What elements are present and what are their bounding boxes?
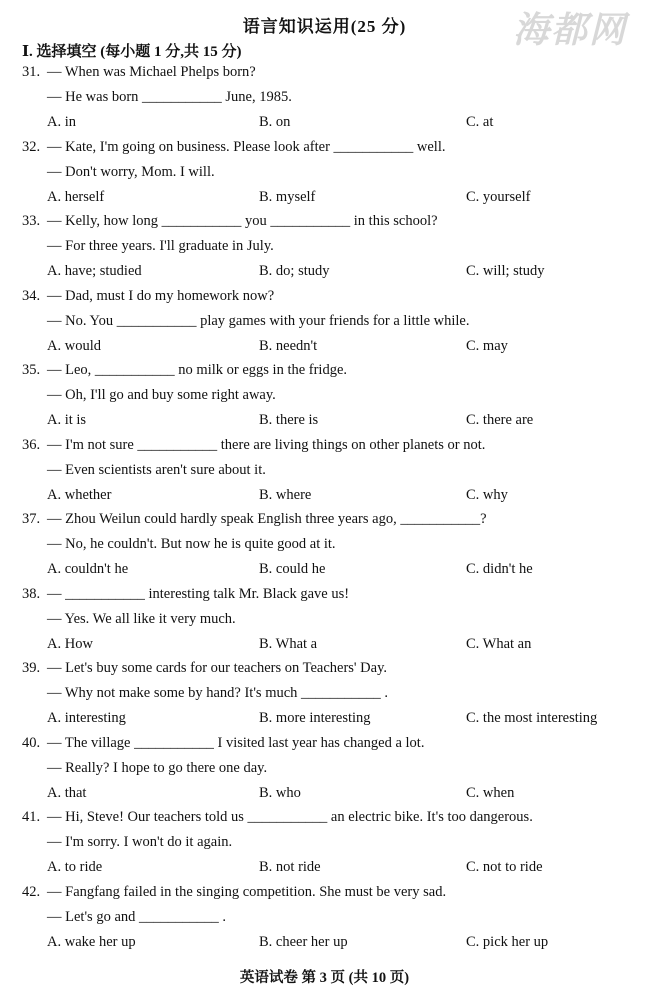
- watermark-logo: 海都网: [512, 9, 627, 51]
- question-32: [0, 139, 649, 214]
- option-b: B. do; study: [259, 263, 330, 279]
- question-39: [0, 660, 649, 735]
- question-response: — Even scientists aren't sure about it.: [47, 461, 266, 478]
- question-response: — Yes. We all like it very much.: [47, 610, 236, 627]
- option-b: B. more interesting: [259, 710, 371, 726]
- option-b: B. who: [259, 784, 301, 801]
- option-c: C. there are: [466, 412, 534, 428]
- option-a: A. How: [47, 635, 93, 652]
- option-a: A. in: [47, 114, 76, 130]
- question-38: [0, 586, 649, 661]
- option-a: A. whether: [47, 486, 112, 503]
- option-b: B. there is: [259, 412, 319, 428]
- section-title: Ⅰ. 选择填空 (每小题 1 分,共 15 分): [22, 44, 242, 60]
- option-b: B. needn't: [259, 337, 318, 354]
- option-b: B. where: [259, 486, 312, 503]
- question-42: [0, 884, 649, 959]
- question-number: 40.: [22, 734, 41, 751]
- question-prompt: — I'm not sure ___________ there are living things on other planets or not.: [47, 436, 486, 453]
- option-c: C. may: [466, 337, 508, 354]
- option-b: B. cheer her up: [259, 933, 348, 950]
- option-c: C. not to ride: [466, 859, 543, 875]
- question-list: [0, 64, 649, 958]
- question-number: 33.: [22, 213, 41, 229]
- question-response: — For three years. I'll graduate in July.: [47, 238, 274, 254]
- question-prompt: — Fangfang failed in the singing competition. She must be very sad.: [47, 883, 447, 900]
- option-c: C. yourself: [466, 188, 531, 205]
- question-number: 41.: [22, 809, 41, 825]
- option-b: B. myself: [259, 188, 316, 205]
- question-prompt: — Zhou Weilun could hardly speak English three years ago, ___________?: [47, 511, 487, 527]
- question-response: — Let's go and ___________ .: [47, 908, 227, 925]
- option-c: C. when: [466, 784, 515, 801]
- question-number: 34.: [22, 287, 41, 304]
- option-a: A. to ride: [47, 859, 103, 875]
- question-31: [0, 64, 649, 139]
- question-number: 35.: [22, 362, 41, 378]
- question-response: — No, he couldn't. But now he is quite good at it.: [47, 536, 336, 552]
- option-a: A. couldn't he: [47, 561, 129, 577]
- question-prompt: — Kelly, how long ___________ you ___________ in this school?: [47, 213, 438, 229]
- question-prompt: — When was Michael Phelps born?: [47, 64, 256, 80]
- option-a: A. would: [47, 337, 101, 354]
- question-response: — Don't worry, Mom. I will.: [47, 163, 215, 180]
- question-34: [0, 288, 649, 363]
- option-a: A. herself: [47, 188, 105, 205]
- question-40: [0, 735, 649, 810]
- question-response: — He was born ___________ June, 1985.: [47, 89, 292, 105]
- option-c: C. What an: [466, 635, 532, 652]
- question-36: [0, 437, 649, 512]
- question-number: 39.: [22, 660, 41, 676]
- option-c: C. at: [466, 114, 494, 130]
- option-b: B. on: [259, 114, 291, 130]
- question-response: — No. You ___________ play games with your friends for a little while.: [47, 312, 470, 329]
- question-prompt: — The village ___________ I visited last year has changed a lot.: [47, 734, 425, 751]
- option-a: A. wake her up: [47, 933, 136, 950]
- option-c: C. why: [466, 486, 508, 503]
- question-41: [0, 809, 649, 884]
- question-response: — Why not make some by hand? It's much ___________ .: [47, 685, 389, 701]
- question-number: 37.: [22, 511, 41, 527]
- option-c: C. didn't he: [466, 561, 533, 577]
- option-c: C. the most interesting: [466, 710, 598, 726]
- option-a: A. that: [47, 784, 87, 801]
- question-prompt: — Let's buy some cards for our teachers on Teachers' Day.: [47, 660, 388, 676]
- question-33: [0, 213, 649, 288]
- option-b: B. not ride: [259, 859, 321, 875]
- question-response: — I'm sorry. I won't do it again.: [47, 834, 233, 850]
- question-number: 38.: [22, 585, 41, 602]
- question-number: 32.: [22, 138, 41, 155]
- question-number: 36.: [22, 436, 41, 453]
- option-c: C. pick her up: [466, 933, 549, 950]
- question-response: — Really? I hope to go there one day.: [47, 759, 268, 776]
- page-footer: 英语试卷 第 3 页 (共 10 页): [239, 970, 410, 986]
- question-prompt: — Leo, ___________ no milk or eggs in the fridge.: [47, 362, 348, 378]
- option-a: A. it is: [47, 412, 87, 428]
- page-title: 语言知识运用(25 分): [242, 17, 407, 36]
- question-prompt: — Dad, must I do my homework now?: [47, 287, 275, 304]
- question-number: 31.: [22, 64, 41, 80]
- option-b: B. could he: [259, 561, 326, 577]
- option-a: A. have; studied: [47, 263, 142, 279]
- question-prompt: — Kate, I'm going on business. Please look after ___________ well.: [47, 138, 446, 155]
- question-35: [0, 362, 649, 437]
- question-prompt: — Hi, Steve! Our teachers told us ___________ an electric bike. It's too dangerous.: [47, 809, 533, 825]
- question-37: [0, 511, 649, 586]
- question-number: 42.: [22, 883, 41, 900]
- option-a: A. interesting: [47, 710, 126, 726]
- option-c: C. will; study: [466, 263, 545, 279]
- question-response: — Oh, I'll go and buy some right away.: [47, 387, 276, 403]
- question-prompt: — ___________ interesting talk Mr. Black gave us!: [47, 585, 350, 602]
- option-b: B. What a: [259, 635, 318, 652]
